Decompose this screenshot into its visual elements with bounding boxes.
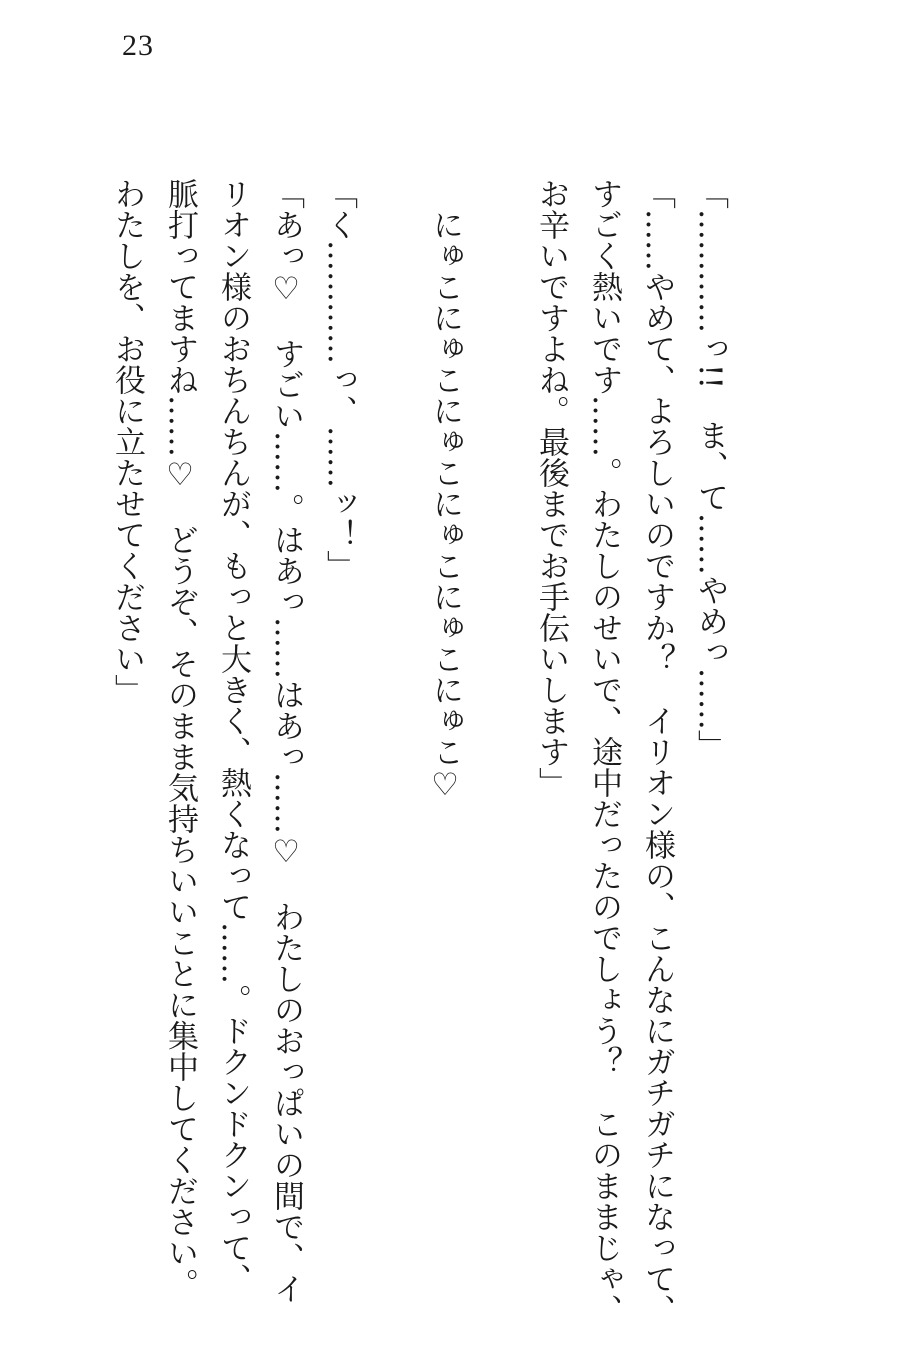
- text-line-onomatopoeia: にゅこにゅこにゅこにゅこにゅこにゅこ♡: [427, 209, 463, 803]
- text-line-1: 「…………っ!! ま、て……やめっ……」: [692, 178, 728, 761]
- text-line-3: すごく熱いです……。わたしのせいで、途中だったのでしょう？ このままじゃ、: [586, 178, 622, 1325]
- page-number: 23: [122, 29, 154, 62]
- text-line-2: 「……やめて、よろしいのですか？ イリオン様の、こんなにガチガチになって、: [639, 178, 675, 1325]
- text-line-8: 脈打ってますね……♡ どうぞ、そのまま気持ちいいことに集中してください。: [162, 178, 198, 1299]
- text-line-5: 「く…………っ、……ッ！」: [321, 178, 357, 581]
- blank-line: [372, 178, 412, 1328]
- blank-line: [478, 178, 518, 1328]
- vertical-text-body: [94, 178, 730, 1328]
- text-line-6: 「あっ♡ すごい……。はあっ……はあっ……♡ わたしのおっぱいの間で、イ: [268, 178, 304, 1304]
- text-line-9: わたしを、お役に立たせてください」: [109, 178, 145, 705]
- text-line-7: リオン様のおちんちんが、もっと大きく、熱くなって……。ドクンドクンって、: [215, 178, 251, 1294]
- text-line-4: お辛いですよね。最後までお手伝いします」: [533, 178, 569, 798]
